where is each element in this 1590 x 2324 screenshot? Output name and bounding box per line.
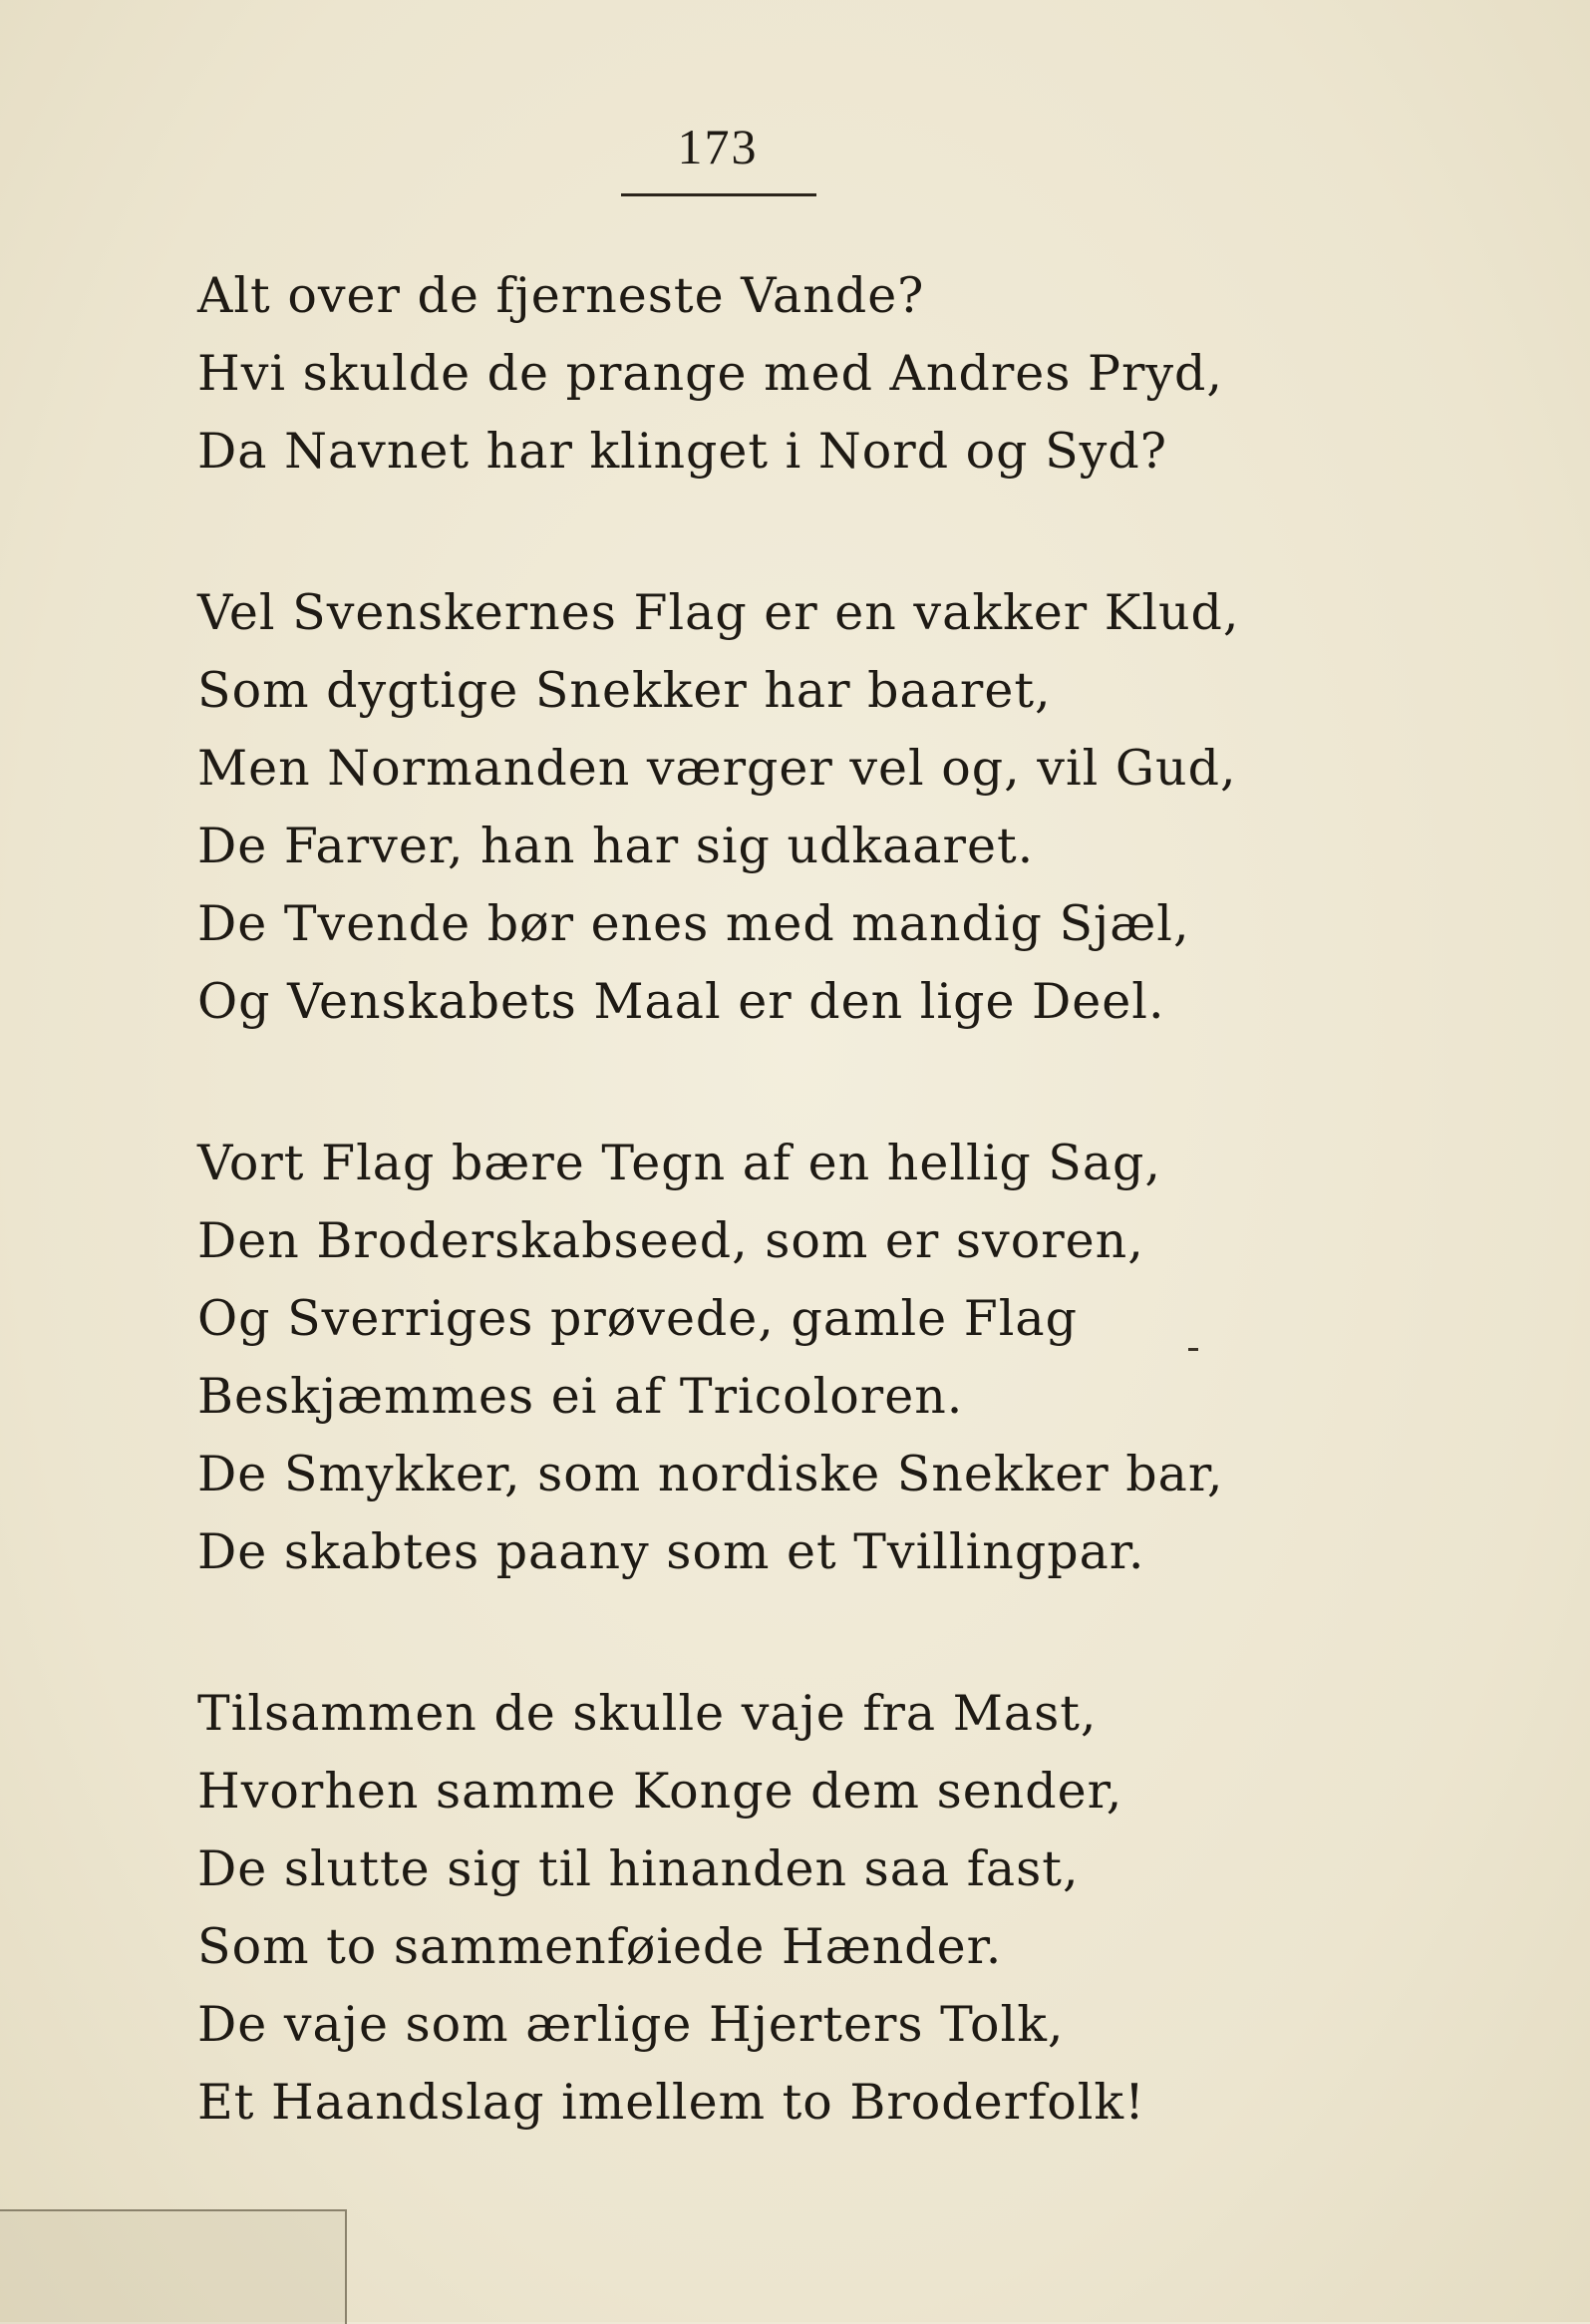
poem-line: Vel Svenskernes Flag er en vakker Klud, (197, 584, 1240, 641)
poem-line: De vaje som ærlige Hjerters Tolk, (197, 1996, 1065, 2053)
poem-line: Et Haandslag imellem to Broderfolk! (197, 2074, 1145, 2131)
stanza (197, 1675, 1194, 2142)
poem-line: Tilsammen de skulle vaje fra Mast, (197, 1685, 1098, 1742)
poem-line: Da Navnet har klinget i Nord og Syd? (197, 423, 1167, 480)
poem-line: Som dygtige Snekker har baaret, (197, 662, 1052, 719)
stray-mark (1188, 1348, 1198, 1351)
poem-line: De Farver, han har sig udkaaret. (197, 818, 1035, 874)
poem-line: De slutte sig til hinanden saa fast, (197, 1840, 1080, 1897)
poem-line: Hvi skulde de prange med Andres Pryd, (197, 345, 1223, 402)
poem-line: Alt over de fjerneste Vande? (197, 267, 925, 324)
poem-line: Som to sammenføiede Hænder. (197, 1918, 1003, 1975)
stanza (197, 257, 1223, 491)
poem-line: De skabtes paany som et Tvillingpar. (197, 1523, 1145, 1580)
poem-line: Vort Flag bære Tegn af en hellig Sag, (197, 1135, 1161, 1191)
poem-line: Og Sverriges prøvede, gamle Flag (197, 1290, 1078, 1347)
poem-line: De Smykker, som nordiske Snekker bar, (197, 1446, 1224, 1502)
poem (197, 257, 1240, 2225)
poem-line: Beskjæmmes ei af Tricoloren. (197, 1368, 964, 1425)
poem-line: De Tvende bør enes med mandig Sjæl, (197, 895, 1190, 952)
page-number: 173 (677, 119, 759, 174)
stanza (197, 1125, 1224, 1591)
poem-line: Og Venskabets Maal er den lige Deel. (197, 973, 1165, 1030)
poem-line: Men Normanden værger vel og, vil Gud, (197, 740, 1237, 797)
stanza (197, 574, 1240, 1041)
header-rule (621, 193, 816, 196)
page-corner-tab (0, 2209, 347, 2324)
poem-line: Hvorhen samme Konge dem sender, (197, 1763, 1123, 1820)
poem-line: Den Broderskabseed, som er svoren, (197, 1212, 1144, 1269)
